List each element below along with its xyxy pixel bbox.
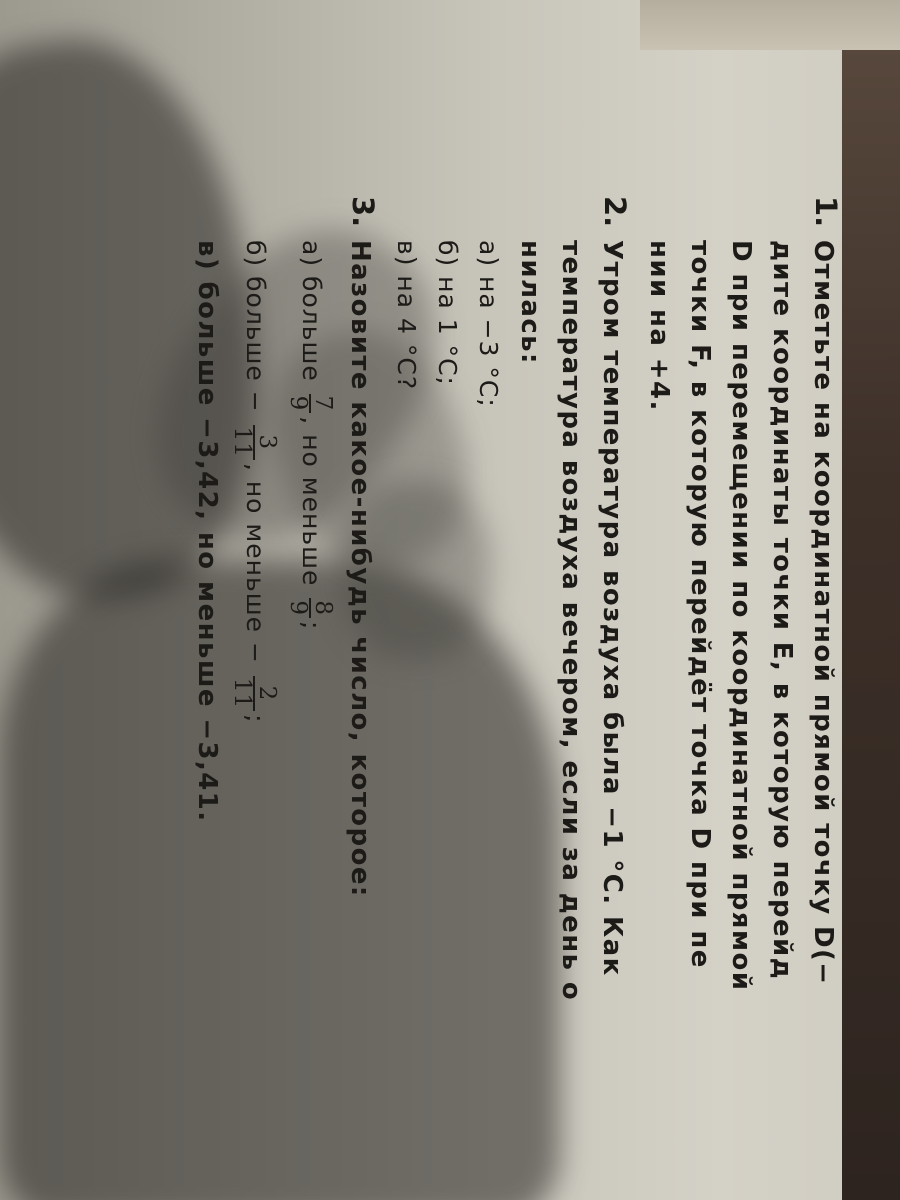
problem-2-line-3: нилась: — [515, 240, 545, 365]
fraction-numerator: 7 — [310, 395, 336, 412]
problem-1-number: 1. — [809, 196, 843, 228]
problem-1-line-2: дите координаты точки E, в которую перейд — [767, 240, 797, 980]
fraction-denominator: 11 — [229, 677, 255, 710]
item-a-middle: , но меньше — [297, 416, 326, 587]
problem-2-line-2: температура воздуха вечером, если за день о — [556, 240, 586, 1002]
problem-2-number: 2. — [598, 196, 632, 228]
problem-1-line-4: точки F, в которую перейдёт точка D при пе — [685, 240, 715, 969]
table-edge — [842, 0, 900, 1200]
fraction-numerator: 8 — [310, 600, 336, 616]
problem-3-number: 3. — [346, 196, 380, 228]
fraction-denominator: 9 — [285, 395, 311, 412]
problem-2-item-c: в) на 4 °C? — [392, 240, 421, 391]
item-b-prefix: б) больше − — [241, 240, 270, 413]
problem-2-line-1: Утром температура воздуха была −1 °C. Как — [597, 240, 627, 977]
item-a-prefix: а) больше — [297, 240, 326, 382]
fraction-7-9 — [286, 394, 334, 414]
problem-2 — [386, 196, 632, 1200]
fraction-denominator: 11 — [229, 426, 255, 458]
problem-1 — [638, 196, 843, 1200]
fraction-denominator: 9 — [285, 600, 311, 616]
problem-3-item-c: в) больше −3,42, но меньше −3,41. — [192, 240, 222, 823]
problem-3-title: Назовите какое-нибудь число, которое: — [345, 240, 375, 898]
fraction-numerator: 3 — [253, 425, 278, 460]
fraction-numerator: 2 — [253, 676, 278, 711]
problem-2-item-a: а) на −3 °C; — [474, 240, 503, 408]
problem-3 — [186, 196, 380, 1200]
problem-1-line-5: нии на +4. — [644, 240, 674, 412]
fraction-2-11 — [230, 676, 278, 711]
problem-2-item-b: б) на 1 °C; — [433, 240, 462, 386]
textbook-page — [186, 196, 843, 1200]
item-b-suffix: ; — [241, 714, 270, 724]
problem-3-item-b — [227, 240, 283, 1200]
problem-3-item-a — [283, 240, 339, 1200]
table-surface — [640, 0, 900, 50]
problem-1-line-1: Отметьте на координатной прямой точку D(− — [808, 240, 838, 986]
fraction-8-9 — [286, 598, 334, 618]
fraction-3-11 — [230, 425, 278, 460]
problem-1-line-3: D при перемещении по координатной прямой — [726, 240, 756, 992]
item-a-suffix: ; — [297, 620, 326, 631]
item-b-middle: , но меньше − — [241, 462, 270, 664]
